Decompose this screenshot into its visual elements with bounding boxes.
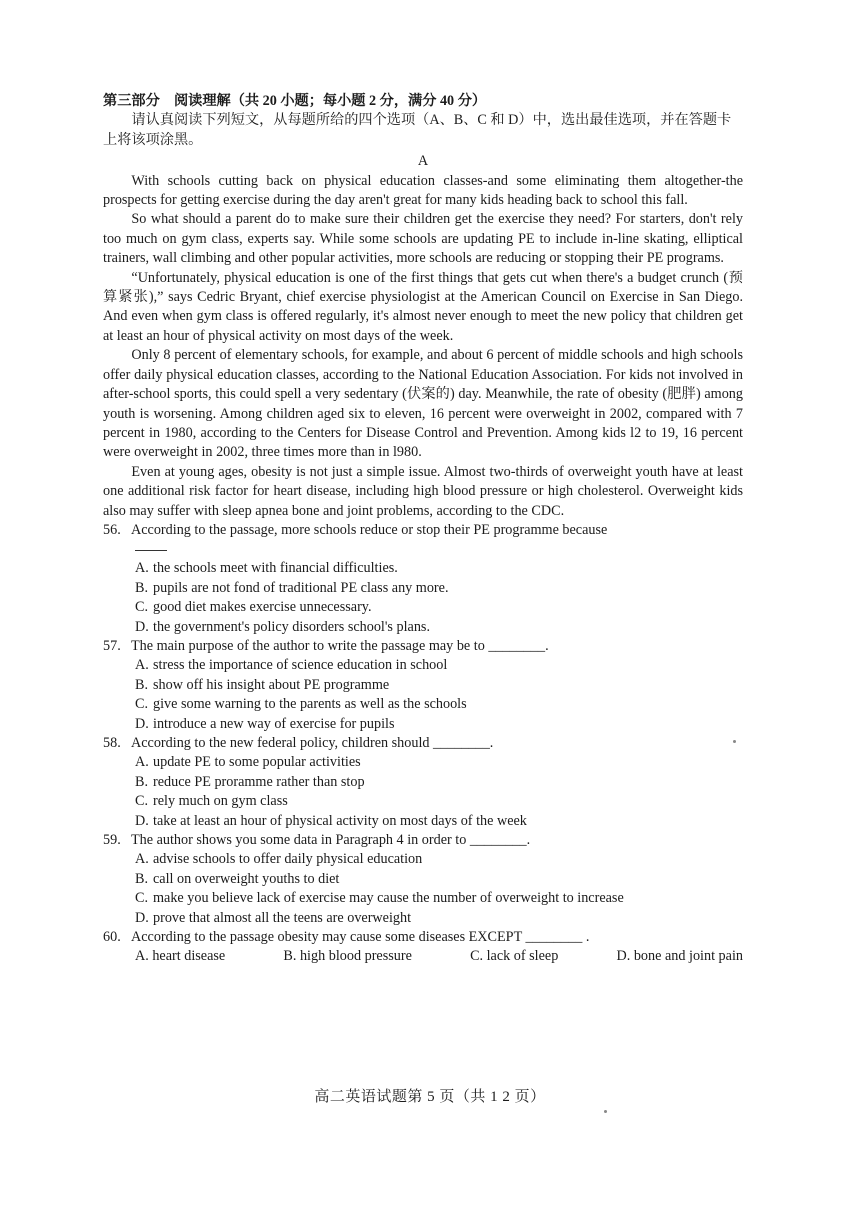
option-d: D. bone and joint pain xyxy=(616,948,743,965)
paragraph: “Unfortunately, physical education is one of the first things that gets cut when there's a budget crunch (预算紧张),” says Cedric Bryant, chief exercise physiologist at the American Council on Exercise in San Diego. And even when gym class is offered regularly, it's almost never enough to meet the new policy that children get at least an hour of physical activity on most days of the week. xyxy=(103,269,743,344)
question-stem: The author shows you some data in Paragraph 4 in order to ________. xyxy=(131,832,531,849)
question-number: 58. xyxy=(103,735,121,751)
question-stem: According to the new federal policy, children should ________. xyxy=(131,735,494,751)
option-a: A. heart disease xyxy=(135,948,226,965)
option-d: D. take at least an hour of physical activity on most days of the week xyxy=(135,812,527,829)
reading-section xyxy=(103,92,743,967)
answer-blank xyxy=(135,540,743,559)
question-56 xyxy=(103,521,743,637)
option-c: C. good diet makes exercise unnecessary. xyxy=(135,599,372,616)
inline-options xyxy=(135,947,743,966)
option-c: C. lack of sleep xyxy=(470,948,559,965)
option-d: D. the government's policy disorders school's plans. xyxy=(135,618,430,635)
paragraph: Only 8 percent of elementary schools, for example, and about 6 percent of middle schools and high schools offer daily physical education classes, according to the National Education Association. For kids not involved in after-school sports, this could spell a very sedentary (伏案的) day. Meanwhile, the rate of obesity (肥胖) among youth is worsening. Among children aged six to eleven, 16 percent were overweight in 2002, compared with 7 percent in 1980, according to the Centers for Disease Control and Prevention. Among kids l2 to 19, 16 percent were overweight in 2002, three times more than in l980. xyxy=(103,347,743,461)
scan-speck xyxy=(733,740,736,743)
option-a: A. the schools meet with financial difficulties. xyxy=(135,560,398,577)
paragraph: So what should a parent do to make sure their children get the exercise they need? For starters, don't rely too much on gym class, experts say. While some schools are updating PE to include in-line skating, elliptical trainers, wall climbing and other popular activities, more schools are reducing or stopping their PE programs. xyxy=(103,211,743,267)
option-a: A. update PE to some popular activities xyxy=(135,754,361,771)
option-a: A. advise schools to offer daily physical education xyxy=(135,851,423,868)
question-57 xyxy=(103,637,743,734)
question-number: 57. xyxy=(103,637,121,654)
question-number: 60. xyxy=(103,929,121,946)
question-60 xyxy=(103,928,743,967)
option-c: C. give some warning to the parents as well as the schools xyxy=(135,696,467,713)
option-c: C. make you believe lack of exercise may cause the number of overweight to increase xyxy=(135,890,624,907)
question-number: 56. xyxy=(103,521,121,538)
question-stem: The main purpose of the author to write the passage may be to ________. xyxy=(131,637,549,654)
question-list xyxy=(103,521,743,967)
option-b: B. call on overweight youths to diet xyxy=(135,870,340,887)
paragraph: With schools cutting back on physical education classes-and some eliminating them altogether-the prospects for getting exercise during the day aren't great for many kids heading back to school this fall. xyxy=(103,172,743,209)
section-heading: 第三部分 阅读理解（共 20 小题；每小题 2 分，满分 40 分） xyxy=(103,93,487,109)
option-b: B. high blood pressure xyxy=(283,948,412,965)
option-a: A. stress the importance of science education in school xyxy=(135,657,448,674)
passage xyxy=(103,172,743,521)
option-b: B. pupils are not fond of traditional PE class any more. xyxy=(135,579,449,596)
question-number: 59. xyxy=(103,832,121,849)
option-b: B. reduce PE proramme rather than stop xyxy=(135,773,365,790)
option-d: D. prove that almost all the teens are overweight xyxy=(135,909,412,926)
question-59 xyxy=(103,831,743,928)
option-c: C. rely much on gym class xyxy=(135,793,288,810)
question-stem: According to the passage, more schools reduce or stop their PE programme because xyxy=(131,521,608,538)
instructions: 请认真阅读下列短文，从每题所给的四个选项（A、B、C 和 D）中，选出最佳选项，并在答题卡上将该项涂黑。 xyxy=(103,112,732,148)
question-stem: According to the passage obesity may cause some diseases EXCEPT ________ . xyxy=(131,929,590,946)
option-d: D. introduce a new way of exercise for pupils xyxy=(135,715,395,732)
option-b: B. show off his insight about PE programme xyxy=(135,676,390,693)
scan-speck xyxy=(604,1110,607,1113)
passage-label: A xyxy=(417,153,429,170)
paragraph: Even at young ages, obesity is not just a simple issue. Almost two-thirds of overweight youth have at least one additional risk factor for heart disease, including high blood pressure or high cholesterol. Overweight kids also may suffer with sleep apnea bone and joint problems, according to the CDC. xyxy=(103,463,743,519)
page-footer: 高二英语试题第 5 页（共 1 2 页） xyxy=(314,1089,546,1105)
question-58 xyxy=(103,734,743,831)
